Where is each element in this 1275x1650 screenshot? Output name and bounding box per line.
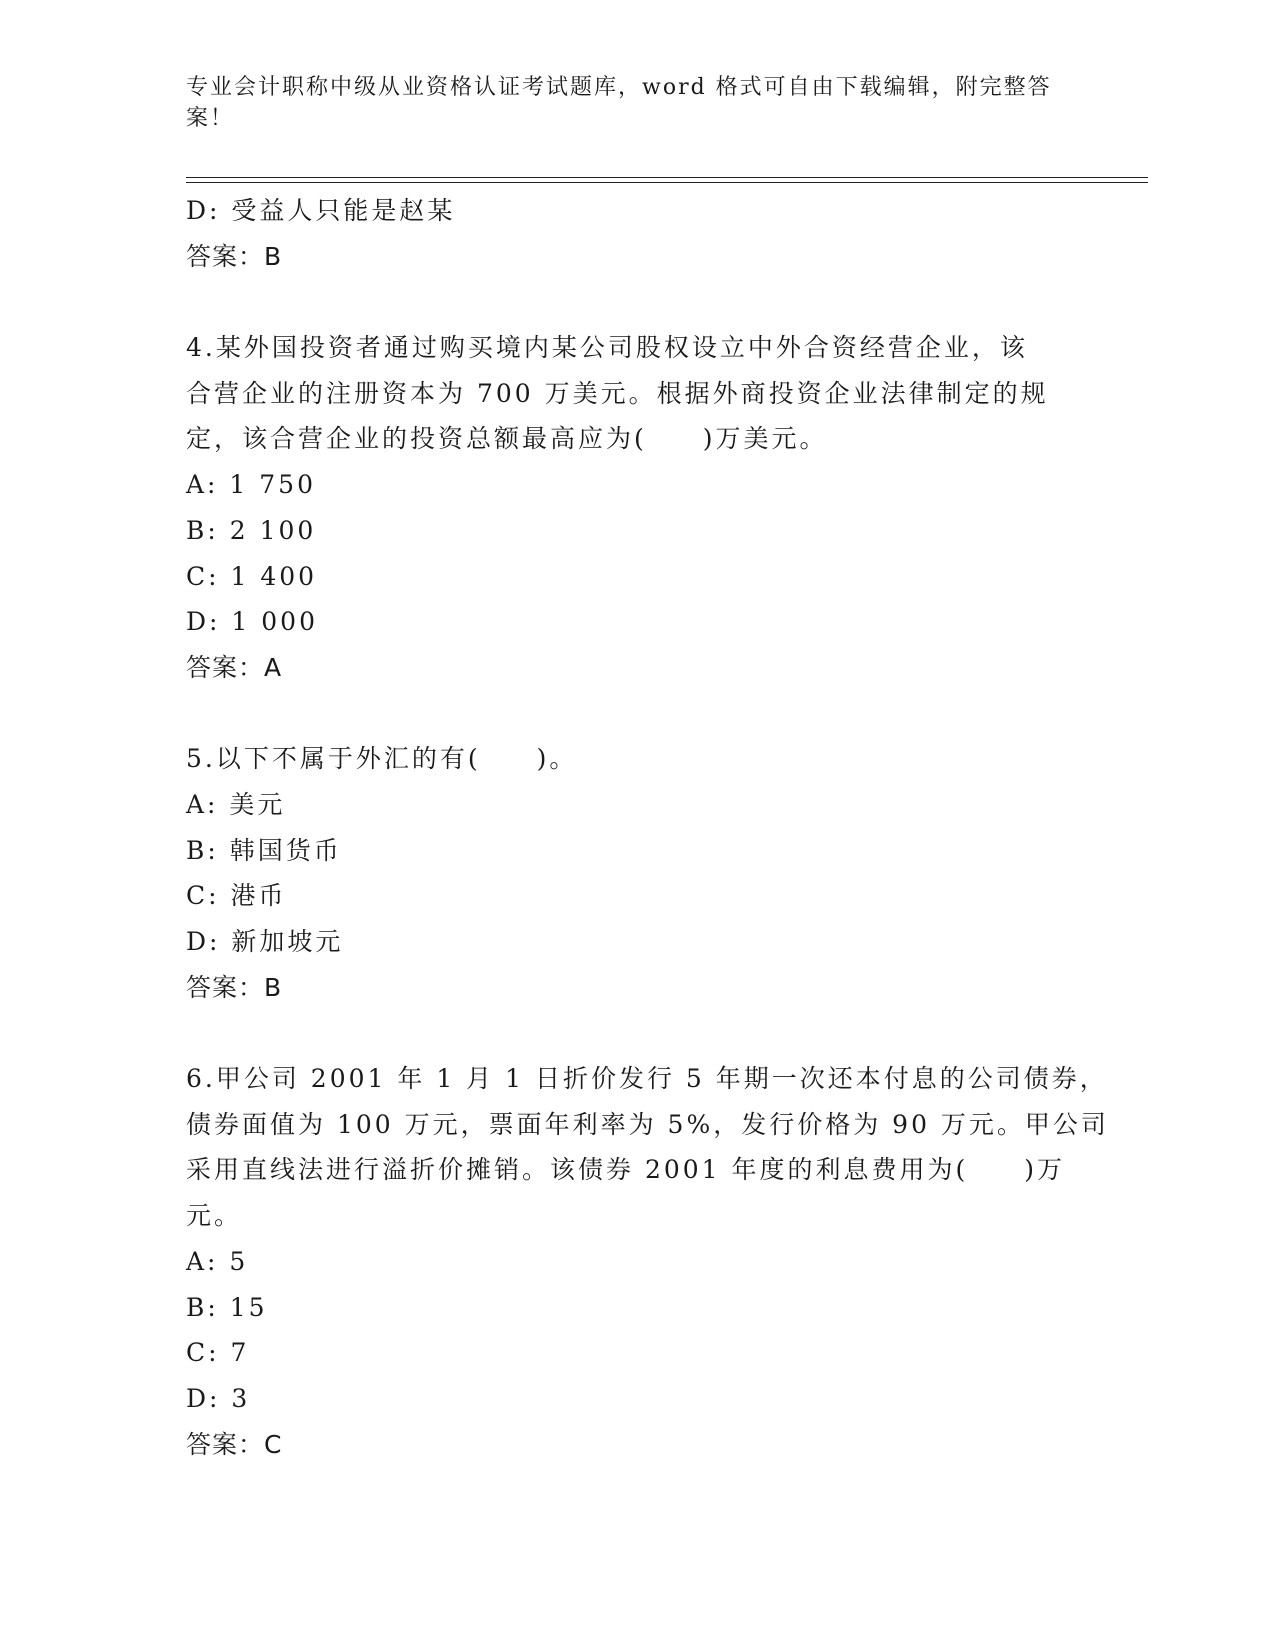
- question-stem-line: 元。: [186, 1201, 243, 1231]
- spacer: [186, 279, 1086, 325]
- answer-line: 答案：C: [186, 1429, 283, 1459]
- question-stem-line: 合营企业的注册资本为 700 万美元。根据外商投资企业法律制定的规: [186, 378, 1049, 408]
- answer-line: 答案：A: [186, 652, 283, 682]
- question-stem-line: 采用直线法进行溢折价摊销。该债券 2001 年度的利息费用为( )万: [186, 1155, 1066, 1185]
- spacer: [186, 1010, 1086, 1056]
- option-d: D: 1 000: [186, 607, 318, 637]
- prev-question-block: [186, 188, 1086, 279]
- question-stem-line: 6.甲公司 2001 年 1 月 1 日折价发行 5 年期一次还本付息的公司债券，: [186, 1064, 1108, 1094]
- question-6: [186, 1056, 1109, 1467]
- question-5: [186, 736, 1086, 1010]
- option-c: C: 7: [186, 1338, 250, 1368]
- option-a: A: 5: [186, 1246, 249, 1276]
- option-c: C: 1 400: [186, 561, 318, 591]
- answer-line: 答案：B: [186, 241, 283, 271]
- question-4: [186, 325, 1086, 691]
- option-a: A: 1 750: [186, 470, 316, 500]
- question-stem-line: 4.某外国投资者通过购买境内某公司股权设立中外合资经营企业，该: [186, 333, 1028, 363]
- header-rule-top: [186, 177, 1148, 178]
- header-rule-bottom: [186, 182, 1148, 183]
- answer-line: 答案：B: [186, 972, 283, 1002]
- question-stem-line: 定，该合营企业的投资总额最高应为( )万美元。: [186, 424, 828, 454]
- option-c: C: 港币: [186, 881, 287, 911]
- question-stem-line: 5.以下不属于外汇的有( )。: [186, 744, 578, 774]
- option-b: B: 15: [186, 1292, 268, 1322]
- question-stem-line: 债券面值为 100 万元，票面年利率为 5%，发行价格为 90 万元。甲公司: [186, 1109, 1109, 1139]
- option-d: D: 3: [186, 1383, 251, 1413]
- option-b: B: 韩国货币: [186, 835, 342, 865]
- spacer: [186, 691, 1086, 737]
- option-a: A: 美元: [186, 789, 286, 819]
- option-b: B: 2 100: [186, 515, 317, 545]
- page-header: 专业会计职称中级从业资格认证考试题库，word 格式可自由下载编辑，附完整答案！: [186, 75, 1052, 131]
- option-d: D: 受益人只能是赵某: [186, 196, 456, 225]
- question-content: [186, 188, 1109, 1467]
- option-d: D: 新加坡元: [186, 927, 344, 956]
